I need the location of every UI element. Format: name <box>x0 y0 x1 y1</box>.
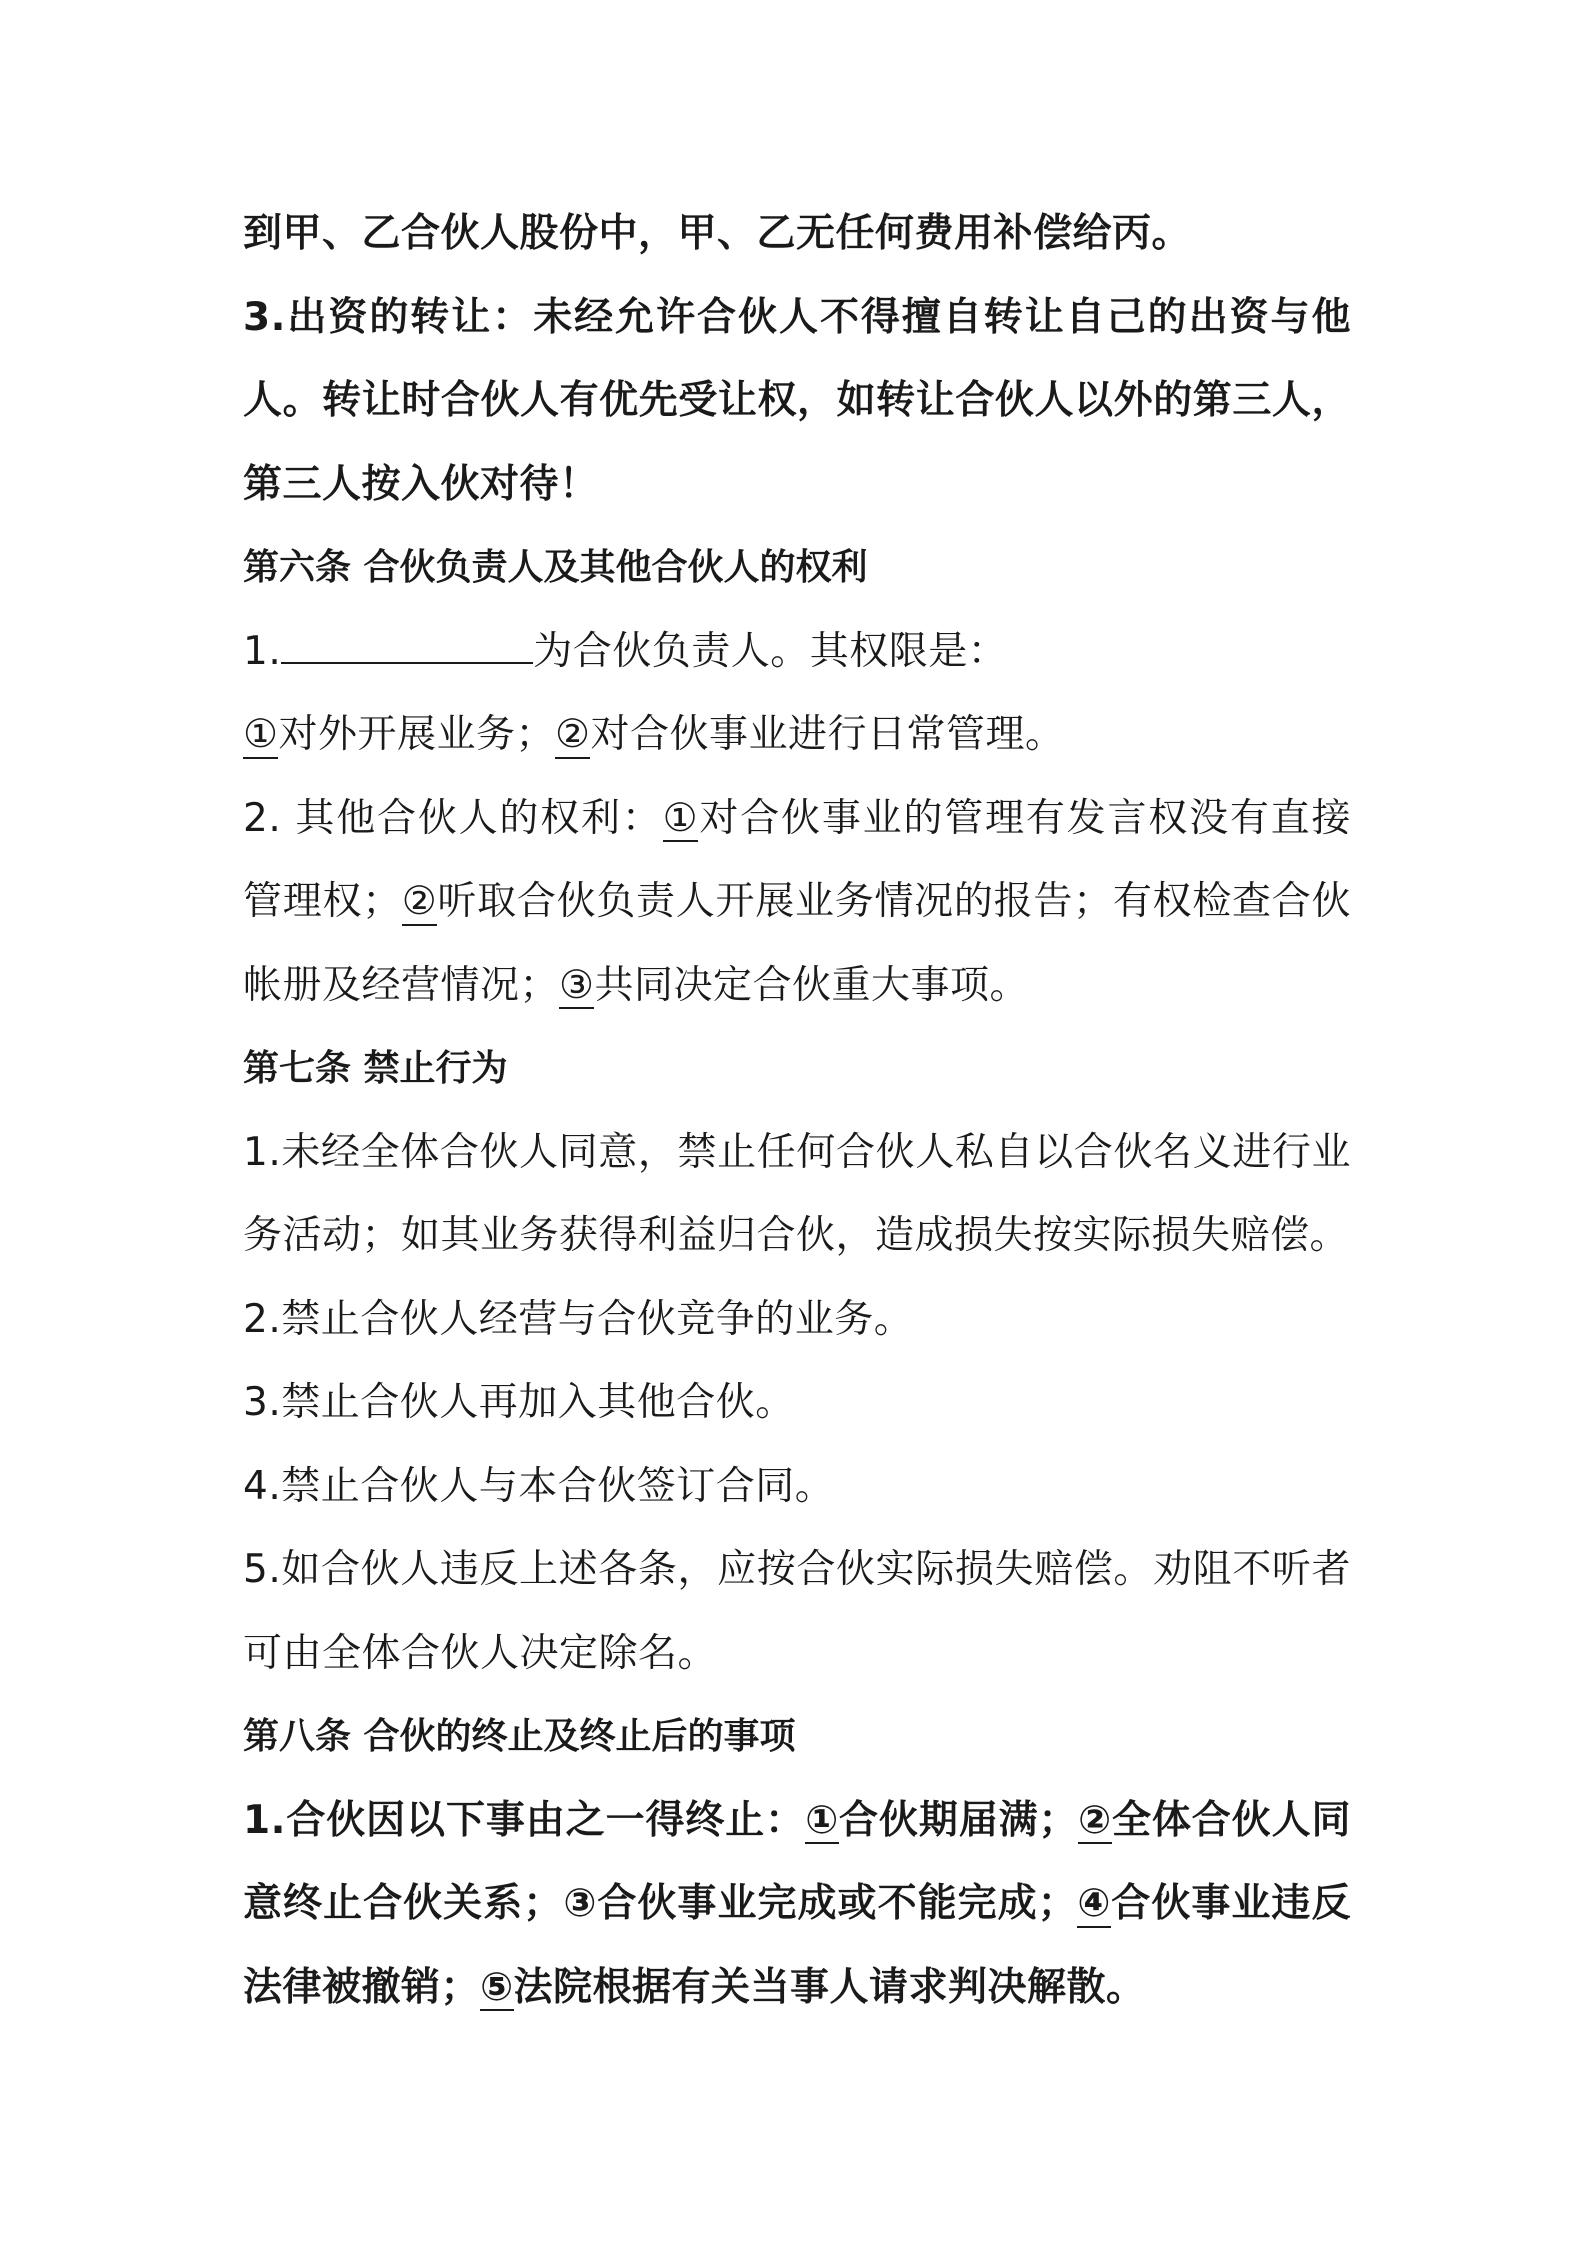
item-marker: ③ <box>559 962 595 1008</box>
item-marker: ④ <box>1077 1881 1111 1926</box>
item-marker: ③ <box>562 1881 598 1926</box>
item-marker: ② <box>554 712 591 757</box>
item-text: 共同决定合伙重大事项。 <box>594 962 1029 1008</box>
article-7-clause-3: 3.禁止合伙人再加入其他合伙。 <box>243 1380 795 1425</box>
item-text: 对合伙事业的管理有发言权没有直接管理权； <box>243 795 1351 924</box>
article-7-clause-4: 4.禁止合伙人与本合伙签订合同。 <box>243 1463 835 1509</box>
item-text: 对外开展业务； <box>278 712 555 757</box>
item-text: 法院根据有关当事人请求判决解散。 <box>513 1964 1146 2010</box>
article-7-heading: 第七条 禁止行为 <box>243 1048 508 1089</box>
item-marker: ① <box>805 1797 839 1843</box>
item-marker: ② <box>1078 1797 1112 1843</box>
article-8-heading: 第八条 合伙的终止及终止后的事项 <box>243 1716 796 1757</box>
clause-text: 2. 其他合伙人的权利： <box>243 795 663 841</box>
fill-in-blank <box>281 628 533 664</box>
article-8-clause-1 <box>243 1779 1351 2030</box>
clause-text: 1.合伙因以下事由之一得终止： <box>243 1797 806 1843</box>
article-6-clause-1-powers <box>243 693 1351 777</box>
item-marker: ① <box>243 712 279 757</box>
item-text: 合伙期届满； <box>838 1797 1079 1843</box>
item-text: 合伙事业违反法律被撤销； <box>243 1881 1351 2010</box>
clause-number: 1. <box>243 628 282 674</box>
article-7-clause-5: 5.如合伙人违反上述各条，应按合伙实际损失赔偿。劝阻不听者可由全体合伙人决定除名。 <box>243 1547 1351 1676</box>
clause-text: 为合伙负责人。其权限是： <box>533 628 1008 674</box>
item-text: 听取合伙负责人开展业务情况的报告；有权检查合伙帐册及经营情况； <box>243 879 1351 1008</box>
article-7-clause-2: 2.禁止合伙人经营与合伙竞争的业务。 <box>243 1296 914 1342</box>
paragraph-continuation: 到甲、乙合伙人股份中，甲、乙无任何费用补偿给丙。 <box>243 211 1192 256</box>
article-7-clause-1: 1.未经全体合伙人同意，禁止任何合伙人私自以合伙名义进行业务活动；如其业务获得利益归合伙，造成损失按实际损失赔偿。 <box>243 1129 1351 1258</box>
article-6-clause-2 <box>243 777 1351 1028</box>
paragraph-capital-transfer: 3.出资的转让：未经允许合伙人不得擅自转让自己的出资与他人。转让时合伙人有优先受让权，如转让合伙人以外的第三人，第三人按入伙对待！ <box>243 294 1351 507</box>
item-marker: ② <box>401 879 438 924</box>
item-text: 对合伙事业进行日常管理。 <box>590 712 1065 757</box>
article-6-heading: 第六条 合伙负责人及其他合伙人的权利 <box>243 547 868 588</box>
item-text: 合伙事业完成或不能完成； <box>597 1881 1078 1926</box>
item-text: 全体合伙人同意终止合伙关系； <box>243 1797 1351 1926</box>
document-page <box>243 192 1351 2029</box>
item-marker: ① <box>662 795 699 841</box>
article-6-clause-1 <box>243 610 1351 694</box>
item-marker: ⑤ <box>480 1964 514 2010</box>
